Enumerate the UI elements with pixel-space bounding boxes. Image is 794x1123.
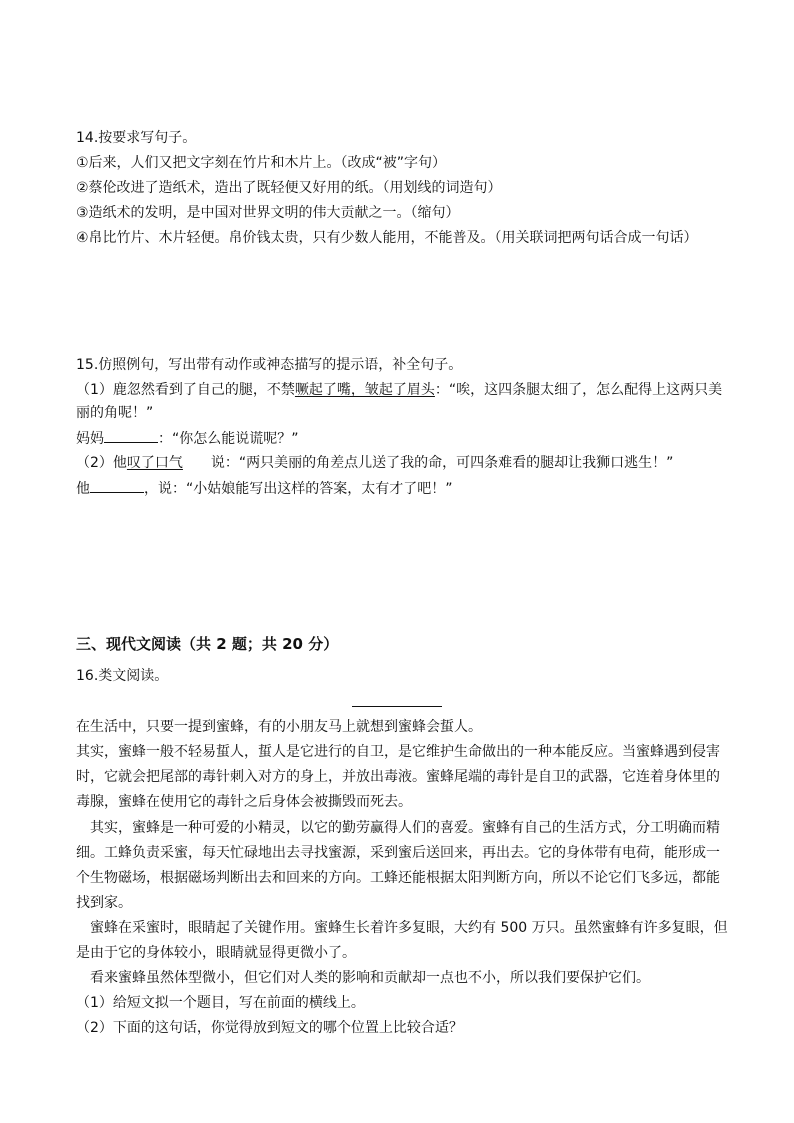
q14-heading: 14.按要求写句子。 — [76, 130, 197, 146]
q16-p4-line-1: 蜜蜂在采蜜时，眼睛起了关键作用。蜜蜂生长着许多复眼，大约有 500 万只。虽然蜜蜂有许多复眼，但 — [90, 920, 728, 936]
q16-heading: 16.类文阅读。 — [76, 668, 169, 684]
q15-heading: 15.仿照例句，写出带有动作或神态描写的提示语，补全句子。 — [76, 357, 463, 373]
q14-item-3: ③造纸术的发明，是中国对世界文明的伟大贡献之一。（缩句） — [76, 205, 460, 221]
q15-task1-post: ：“你怎么能说谎呢？” — [158, 431, 299, 447]
q16-p3-line-1: 其实，蜜蜂是一种可爱的小精灵，以它的勤劳赢得人们的喜爱。蜜蜂有自己的生活方式，分工明确而精 — [90, 820, 720, 836]
q16-subquestion-2: （2）下面的这句话，你觉得放到短文的哪个位置上比较合适？ — [76, 1020, 463, 1036]
q15-ex1-pre: （1）鹿忽然看到了自己的腿，不禁 — [76, 382, 295, 398]
q15-example-1-cont: 丽的角呢！” — [76, 405, 154, 421]
section-title: 三、现代文阅读（共 2 题；共 20 分） — [76, 635, 339, 653]
q15-task2-post: ，说：“小姑娘能写出这样的答案，太有才了吧！” — [144, 481, 453, 497]
q15-task2-pre: 他 — [76, 481, 90, 497]
q15-task2-blank[interactable] — [90, 478, 144, 493]
q16-p3-line-3: 个生物磁场，根据磁场判断出去和回来的方向。工蜂还能根据太阳判断方向，所以不论它们飞多远，都能 — [76, 870, 720, 886]
q16-p2-line-2: 时，它就会把尾部的毒针刺入对方的身上，并放出毒液。蜜蜂尾端的毒针是自卫的武器，它连着身体里的 — [76, 769, 720, 785]
q16-paragraph-5: 看来蜜蜂虽然体型微小，但它们对人类的影响和贡献却一点也不小，所以我们要保护它们。 — [90, 970, 650, 986]
q15-ex1-post: ：“唉，这四条腿太细了，怎么配得上这两只美 — [434, 382, 723, 398]
title-blank-line[interactable] — [352, 706, 442, 707]
q16-p3-line-2: 细。工蜂负责采蜜，每天忙碌地出去寻找蜜源，采到蜜后送回来，再出去。它的身体带有电荷，能形成一 — [76, 845, 720, 861]
q16-p4-line-2: 是由于它的身体较小，眼睛就显得更微小了。 — [76, 945, 356, 961]
q15-ex1-underlined: 噘起了嘴，皱起了眉头 — [294, 382, 435, 398]
q15-ex2-post: 说：“两只美丽的角差点儿送了我的命，可四条难看的腿却让我狮口逃生！” — [210, 455, 674, 471]
q15-task1-blank[interactable] — [104, 428, 158, 443]
q15-task-1 — [76, 428, 299, 449]
q16-subquestion-1: （1）给短文拟一个题目，写在前面的横线上。 — [76, 995, 365, 1011]
q15-example-2 — [76, 453, 673, 473]
q16-p3-line-4: 找到家。 — [76, 895, 132, 911]
q15-task-2 — [76, 478, 453, 499]
q15-ex2-underlined: 叹了口气 — [126, 455, 183, 471]
q14-item-1: ①后来，人们又把文字刻在竹片和木片上。（改成“被”字句） — [76, 155, 447, 171]
q15-ex2-pre: （2）他 — [76, 455, 127, 471]
q16-paragraph-1: 在生活中，只要一提到蜜蜂，有的小朋友马上就想到蜜蜂会蜇人。 — [76, 719, 482, 735]
q16-p2-line-3: 毒腺，蜜蜂在使用它的毒针之后身体会被撕毁而死去。 — [76, 794, 412, 810]
q15-example-1 — [76, 380, 722, 400]
q14-item-2: ②蔡伦改进了造纸术，造出了既轻便又好用的纸。（用划线的词造句） — [76, 180, 502, 196]
q15-task1-pre: 妈妈 — [76, 431, 104, 447]
q14-item-4: ④帛比竹片、木片轻便。帛价钱太贵，只有少数人能用，不能普及。（用关联词把两句话合成一句话） — [76, 230, 698, 246]
q16-p2-line-1: 其实，蜜蜂一般不轻易蜇人，蜇人是它进行的自卫，是它维护生命做出的一种本能反应。当蜜蜂遇到侵害 — [76, 744, 720, 760]
